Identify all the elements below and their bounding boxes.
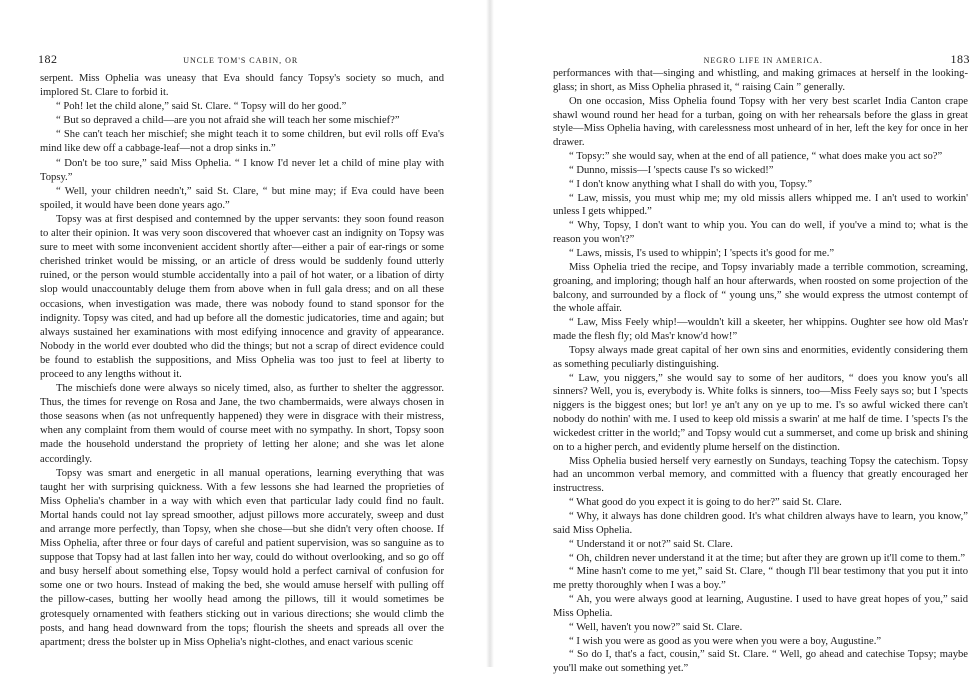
paragraph: “ Well, haven't you now?” said St. Clare. [569, 621, 743, 633]
paragraph: Topsy always made great capital of her own sins and enormities, evidently considering them as something peculiarly distinguishing. [553, 344, 968, 370]
paragraph: “ Oh, children never understand it at the time; but after they are grown up it'll come to them.” [569, 552, 966, 564]
left-running-head: UNCLE TOM'S CABIN, OR [183, 56, 299, 65]
paragraph: performances with that—singing and whistling, and making grimaces at herself in the looking-glass; in short, as Miss Ophelia phrased it, “ raising Cain ” generally. [553, 68, 968, 93]
paragraph: “ Ah, you were always good at learning, Augustine. I used to have great hopes of you,” said Miss Ophelia. [553, 594, 968, 619]
paragraph: On one occasion, Miss Ophelia found Topsy with her very best scarlet India Canton crape shawl wound round her head for a turban, going on with her rehearsals before the glass in great style—Miss Ophelia having, with carelessness most unheard of in her, left the key for once in her drawer. [553, 95, 968, 149]
paragraph: “ Well, your children needn't,” said St. Clare, “ but mine may; if Eva could have been spoiled, it would have been done years ago.” [40, 185, 444, 211]
paragraph: “ Poh! let the child alone,” said St. Clare. “ Topsy will do her good.” [56, 101, 347, 113]
paragraph: “ Understand it or not?” said St. Clare. [569, 538, 733, 550]
paragraph: “ Law, you niggers,” she would say to some of her auditors, “ does you know you's all sinners? Well, you is, everybody is. White folks is sinners, too—Miss Feely says so; but I 'spects niggers is the biggest ones; but lor! ye an't any on ye up to me. I's so awful wicked there can't nobody do nothin' with me. I used to keep old missis a swarin' at me half de time. I 'spects I's the wickedest critter in the world;” and Topsy would cut a summerset, and come up brisk and shining on to a higher perch, and evidently plume herself on the distinction. [553, 372, 968, 453]
paragraph: “ Topsy:” she would say, when at the end of all patience, “ what does make you act so?” [569, 151, 943, 163]
paragraph: Topsy was at first despised and contemned by the upper servants: they soon found reason to alter their opinion. It was very soon discovered that whoever cast an indignity on Topsy was sure to meet with some inconvenient accident shortly after—either a pair of ear-rings or some cherished trinket would be missing, or an article of dress would be suddenly found utterly ruined, or the person would stumble accidentally into a pail of hot water, or a libation of dirty slop would unaccountably deluge them from above when in full gala dress; and on all these occasions, when investigation was made, there was nobody found to stand sponsor for the indignity. Topsy was cited, and had up before all the domestic judicatories, time and again; but always sustained her examinations with most edifying innocence and gravity of appearance. Nobody in the world ever doubted who did the things; but not a scrap of direct evidence could be found to establish the suppositions, and Miss Ophelia was too just to feel at liberty to proceed to any lengths without it. [40, 213, 444, 380]
right-page [490, 0, 980, 675]
left-page-body [40, 72, 444, 650]
paragraph: “ Don't be too sure,” said Miss Ophelia. “ I know I'd never let a child of mine play with Topsy.” [40, 157, 444, 183]
right-running-head: NEGRO LIFE IN AMERICA. [703, 56, 823, 65]
paragraph: “ But so depraved a child—are you not afraid she will teach her some mischief?” [56, 115, 400, 127]
paragraph: “ Laws, missis, I's used to whippin'; I 'spects it's good for me.” [569, 247, 835, 259]
paragraph: “ So do I, that's a fact, cousin,” said St. Clare. “ Well, go ahead and catechise Topsy; maybe you'll make out something yet.” [553, 649, 968, 675]
paragraph: “ I don't know anything what I shall do with you, Topsy.” [569, 178, 813, 190]
paragraph: “ Why, Topsy, I don't want to whip you. You can do well, if you've a mind to; what is the reason you won't?” [553, 220, 968, 246]
paragraph: “ What good do you expect it is going to do her?” said St. Clare. [569, 497, 842, 509]
right-page-number: 183 [950, 52, 970, 66]
right-page-header [556, 52, 970, 66]
paragraph: “ Mine hasn't come to me yet,” said St. Clare, “ though I'll bear testimony that you put it into me pretty thoroughly when I was a boy.” [553, 566, 968, 592]
paragraph: “ Dunno, missis—I 'spects cause I's so wicked!” [569, 164, 774, 176]
right-page-body [553, 67, 968, 676]
paragraph: “ Law, Miss Feely whip!—wouldn't kill a skeeter, her whippins. Oughter see how old Mas'r made the flesh fly; old Mas'r know'd how!” [553, 317, 968, 343]
left-page-number: 182 [38, 52, 58, 66]
paragraph: Miss Ophelia tried the recipe, and Topsy invariably made a terrible commotion, screaming, groaning, and imploring; though half an hour afterwards, when roosted on some projection of the balcony, and surrounded by a flock of “ young uns,” she would express the utmost contempt of the whole affair. [553, 261, 968, 315]
paragraph: The mischiefs done were always so nicely timed, also, as further to shelter the aggressor. Thus, the times for revenge on Rosa and Jane, the two chambermaids, were always chosen in those seasons when (as not unfrequently happened) they were in disgrace with their mistress, when any complaint from them would of course meet with no sympathy. In short, Topsy soon made the household understand the propriety of letting her alone; and she was let alone accordingly. [40, 383, 444, 465]
left-page-header [38, 52, 444, 66]
paragraph: serpent. Miss Ophelia was uneasy that Eva should fancy Topsy's society so much, and implored St. Clare to forbid it. [40, 73, 444, 99]
paragraph: Miss Ophelia busied herself very earnestly on Sundays, teaching Topsy the catechism. Topsy had an uncommon verbal memory, and committed with a fluency that greatly encouraged her instructress. [553, 455, 968, 495]
paragraph: “ She can't teach her mischief; she might teach it to some children, but evil rolls off Eva's mind like dew off a cabbage-leaf—not a drop sinks in.” [40, 129, 444, 155]
paragraph: “ Law, missis, you must whip me; my old missis allers whipped me. I an't used to workin' unless I gets whipped.” [553, 192, 968, 218]
paragraph: “ Why, it always has done children good. It's what children always have to learn, you know,” said Miss Ophelia. [553, 511, 968, 536]
left-page [0, 0, 490, 667]
paragraph: “ I wish you were as good as you were when you were a boy, Augustine.” [569, 635, 882, 647]
paragraph: Topsy was smart and energetic in all manual operations, learning everything that was taught her with surprising quickness. With a few lessons she had learned the proprieties of Miss Ophelia's chamber in a way with which even that particular lady could find no fault. Mortal hands could not lay spread smoother, adjust pillows more accurately, sweep and dust and arrange more perfectly, than Topsy, when she chose—but she didn't very often choose. If Miss Ophelia, after three or four days of careful and patient supervision, was so sanguine as to suppose that Topsy had at last fallen into her way, could do without overlooking, and so go off and busy herself about something else, Topsy would hold a perfect carnival of confusion for some one or two hours. Instead of making the bed, she would amuse herself with pulling off the pillow-cases, butting her woolly head among the pillows, till it would sometimes be grotesquely ornamented with feathers sticking out in various directions; she would climb the posts, and hang head downward from the tops; flourish the sheets and spreads all over the apartment; dress the bolster up in Miss Ophelia's night-clothes, and enact various scenic [40, 467, 444, 648]
